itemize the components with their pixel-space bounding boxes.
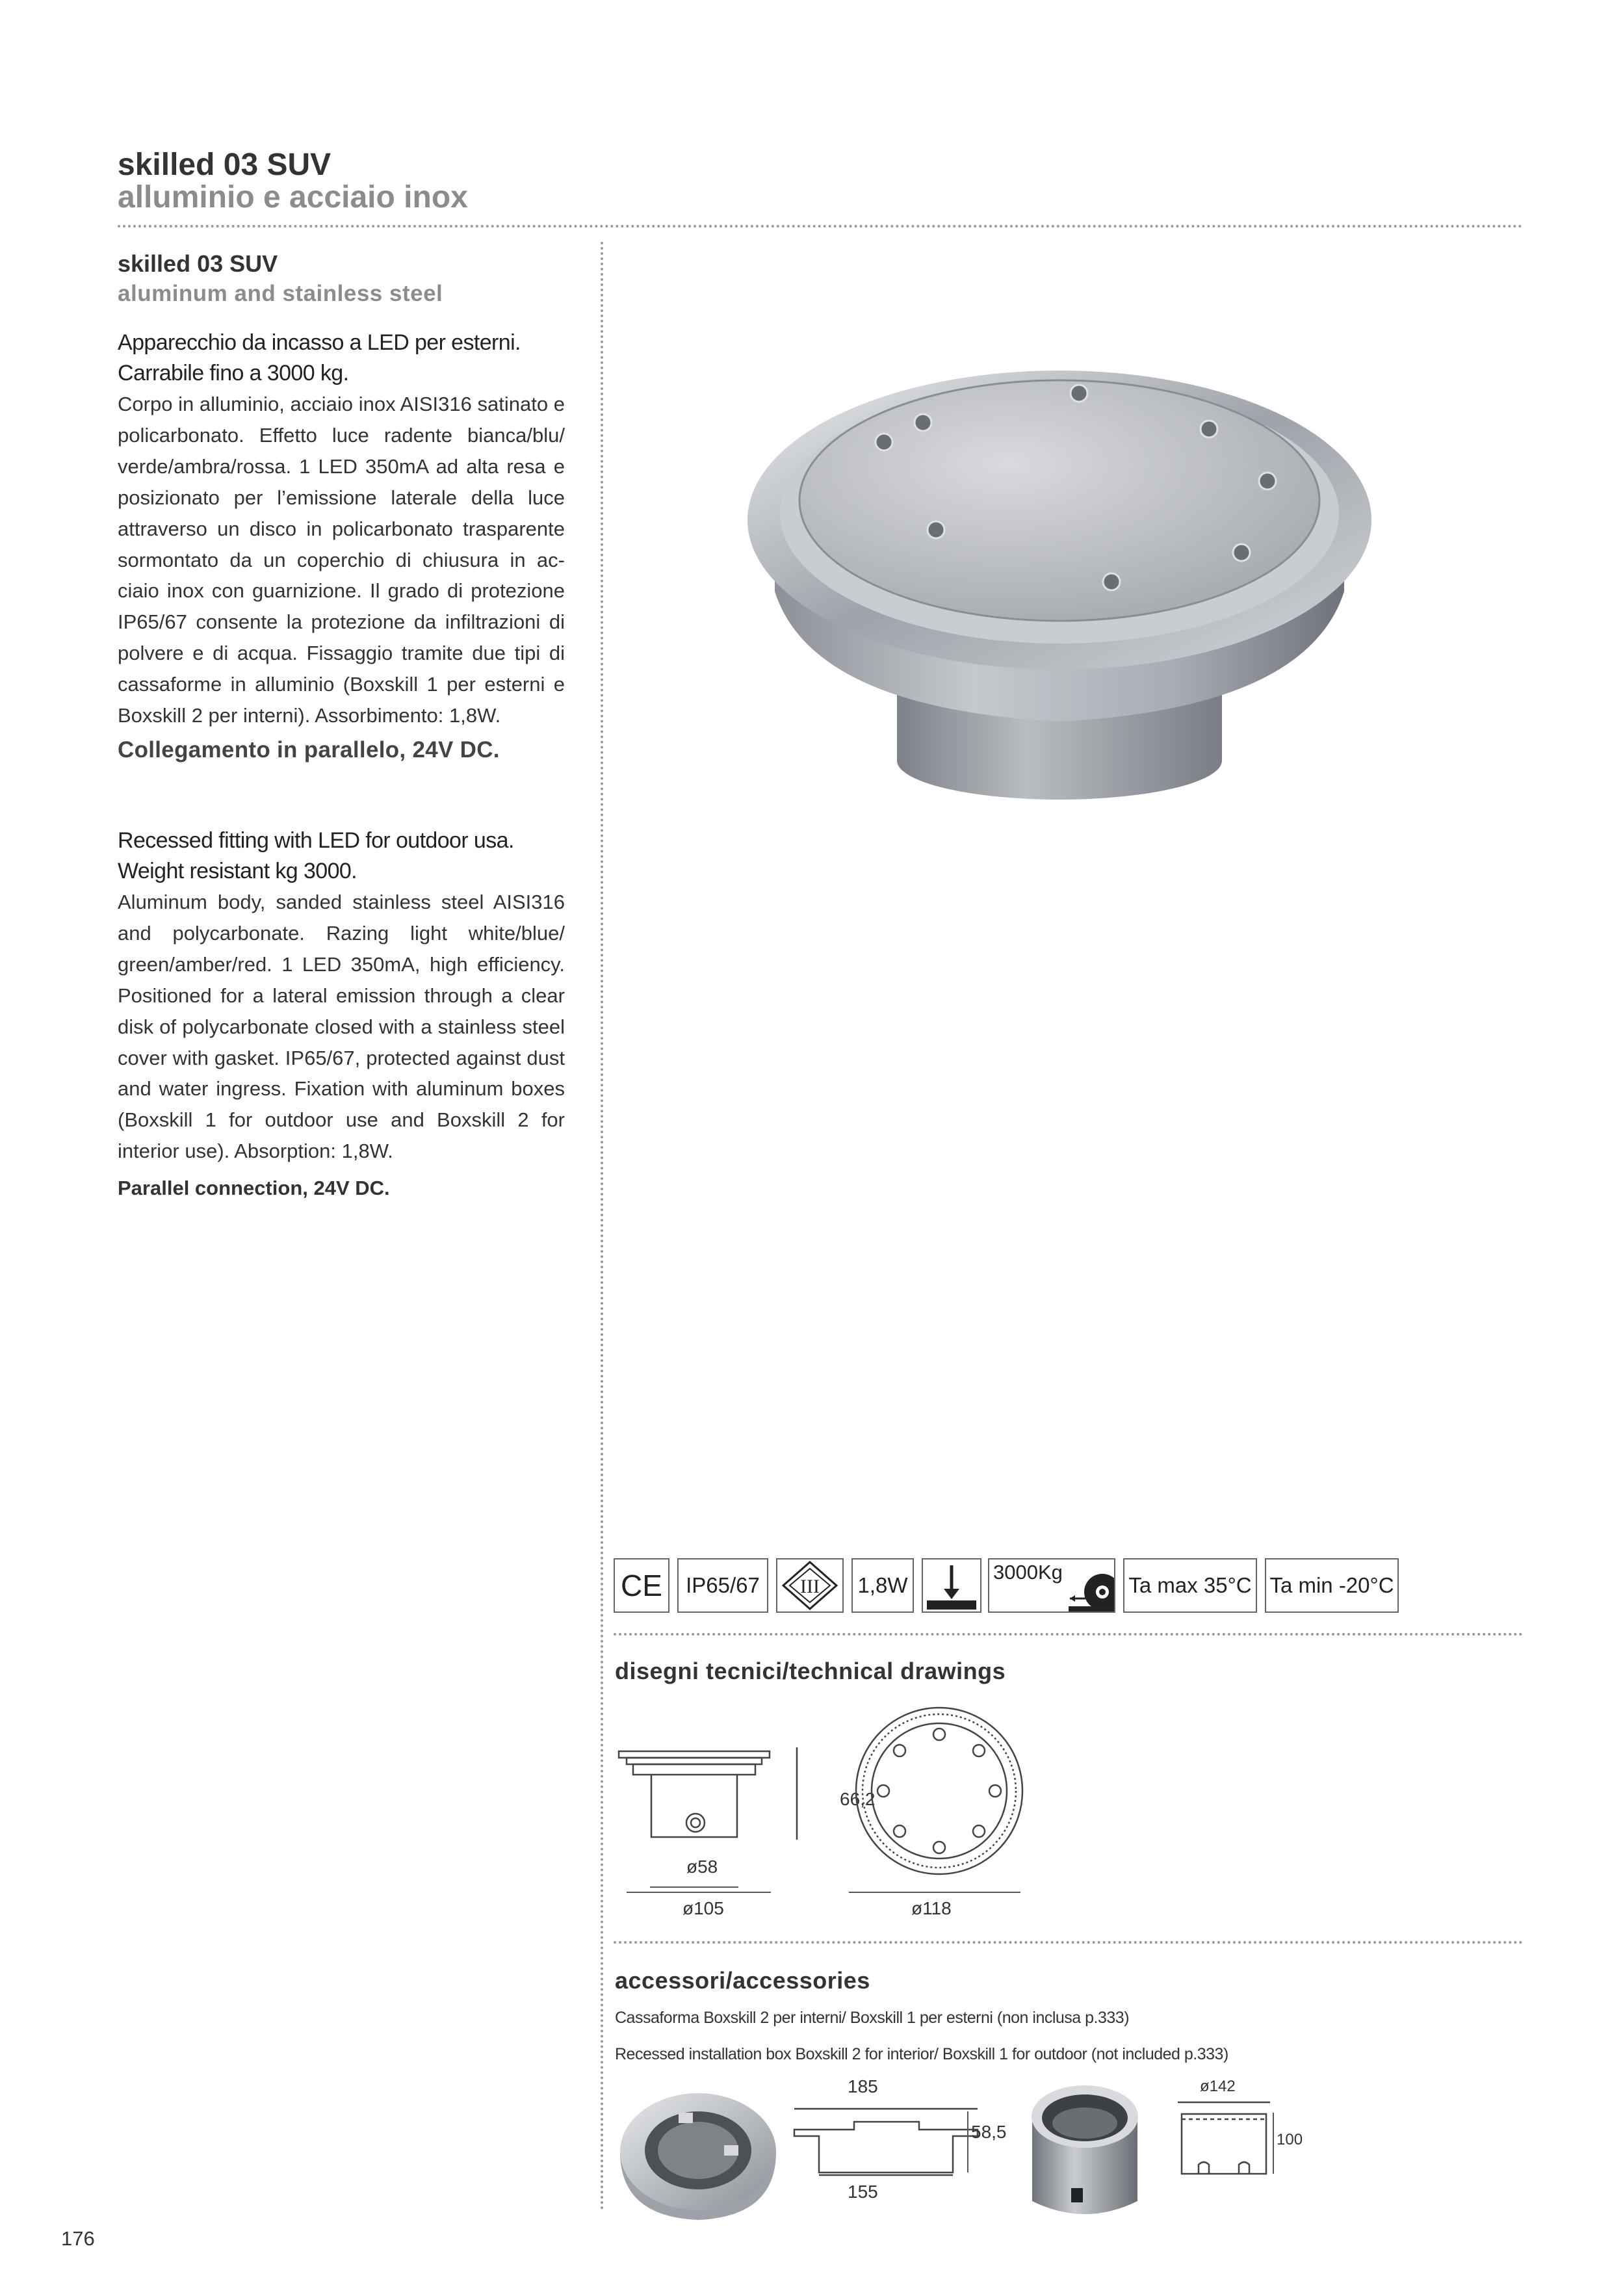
ta-min-label: Ta min -20°C xyxy=(1269,1573,1394,1597)
boxskill-2-drawing xyxy=(792,2106,980,2178)
it-heading-line-2: Carrabile fino a 3000 kg. xyxy=(118,361,349,385)
accessories-line-it: Cassaforma Boxskill 2 per interni/ Boxskill 1 per esterni (non inclusa p.333) xyxy=(615,2009,1130,2027)
load-badge xyxy=(988,1558,1115,1613)
en-description-text: Aluminum body, sanded stainless steel AISI316 and polycarbonate. Razing light white/blue/ green/amber/red. 1 LED 350mA, high efficiency. Positioned for a lateral emission through a clear disk of polycarbonate closed with a stainless steel cover with gasket. IP65/67, protected against dust and water ingress. Fixation with aluminum boxes (Boxskill 1 for outdoor use and Boxskill 2 for interior use). Absorption: 1,8W. xyxy=(118,891,565,1163)
ta-max-badge xyxy=(1123,1558,1257,1613)
ce-mark-icon: CE xyxy=(621,1569,662,1602)
height-dimension: 66,2 xyxy=(840,1789,876,1809)
it-connection: Collegamento in parallelo, 24V DC. xyxy=(118,737,500,763)
stem-diameter-dimension: ø58 xyxy=(686,1857,718,1877)
load-label: 3000Kg xyxy=(993,1561,1063,1584)
en-heading-line-1: Recessed fitting with LED for outdoor usa. xyxy=(118,828,514,853)
icons-divider xyxy=(614,1633,1523,1636)
drawings-divider xyxy=(614,1941,1523,1944)
box1-height-line xyxy=(1273,2113,1274,2174)
ta-min-badge xyxy=(1265,1558,1399,1613)
accessories-title: accessori/accessories xyxy=(615,1967,870,1994)
header-divider xyxy=(118,225,1523,228)
accessories-line-en: Recessed installation box Boxskill 2 for interior/ Boxskill 1 for outdoor (not included p.333) xyxy=(615,2045,1228,2063)
top-view-drawing xyxy=(851,1703,1027,1879)
top-diameter-dimension: ø118 xyxy=(911,1898,952,1918)
svg-text:III: III xyxy=(800,1576,820,1597)
product-material: aluminum and stainless steel xyxy=(118,281,443,306)
power-label: 1,8W xyxy=(857,1573,908,1597)
power-badge xyxy=(851,1558,914,1613)
en-heading-line-2: Weight resistant kg 3000. xyxy=(118,859,357,883)
it-description xyxy=(118,389,565,731)
en-heading xyxy=(118,826,565,887)
product-name: skilled 03 SUV xyxy=(118,250,278,277)
boxskill-2-photo xyxy=(614,2087,783,2223)
box2-height-line xyxy=(967,2111,968,2172)
ce-badge xyxy=(614,1558,669,1613)
box1-height-dimension: 100 xyxy=(1277,2131,1303,2148)
ip-rating-label: IP65/67 xyxy=(686,1573,760,1597)
boxskill-1-photo xyxy=(1023,2078,1147,2227)
it-description-text: Corpo in alluminio, acciaio inox AISI316 satinato e policarbonato. Effetto luce radente bianca/blu/ verde/ambra/rossa. 1 LED 350mA ad alta resa e posizionato per l’emissione laterale della luce attraverso un disco in policarbonato trasparente sormontato da un coperchio di chiusura in ac- ciaio inox con guarnizione. Il grado di protezione IP65/67 consente la protezione da infiltrazioni di polvere e di acqua. Fissaggio tramite due tipi di cassaforme in alluminio (Boxskill 1 per esterni e Boxskill 2 per interni). Assorbimento: 1,8W. xyxy=(118,393,565,727)
ip-rating-badge xyxy=(677,1558,768,1613)
recessed-arrow-icon xyxy=(926,1560,978,1611)
boxskill-1-drawing xyxy=(1173,2100,1277,2178)
box2-inner-dimension: 155 xyxy=(848,2182,878,2202)
column-divider xyxy=(601,242,603,2211)
page-number: 176 xyxy=(61,2227,95,2250)
side-diameter-dimension: ø105 xyxy=(682,1898,724,1918)
box2-width-dimension: 185 xyxy=(848,2076,878,2096)
side-view-drawing xyxy=(617,1742,806,1859)
product-photo xyxy=(734,306,1384,839)
class-iii-badge xyxy=(776,1558,844,1613)
it-heading xyxy=(118,328,565,389)
class-iii-icon xyxy=(781,1559,839,1611)
top-dimension-line xyxy=(849,1892,1020,1893)
it-heading-line-1: Apparecchio da incasso a LED per esterni. xyxy=(118,330,521,355)
recessed-badge xyxy=(922,1558,981,1613)
page-title: skilled 03 SUV xyxy=(118,148,331,182)
page-subtitle: alluminio e acciaio inox xyxy=(118,180,468,215)
side-dimension-line xyxy=(627,1892,771,1893)
box1-diameter-dimension: ø142 xyxy=(1200,2078,1236,2095)
en-connection: Parallel connection, 24V DC. xyxy=(118,1177,390,1199)
stem-dimension-line xyxy=(650,1886,738,1888)
vehicle-wheel-icon xyxy=(1069,1566,1114,1611)
box2-height-dimension: 58,5 xyxy=(971,2122,1007,2142)
ta-max-label: Ta max 35°C xyxy=(1128,1573,1252,1597)
en-description xyxy=(118,887,565,1167)
drawings-title: disegni tecnici/technical drawings xyxy=(615,1658,1006,1684)
